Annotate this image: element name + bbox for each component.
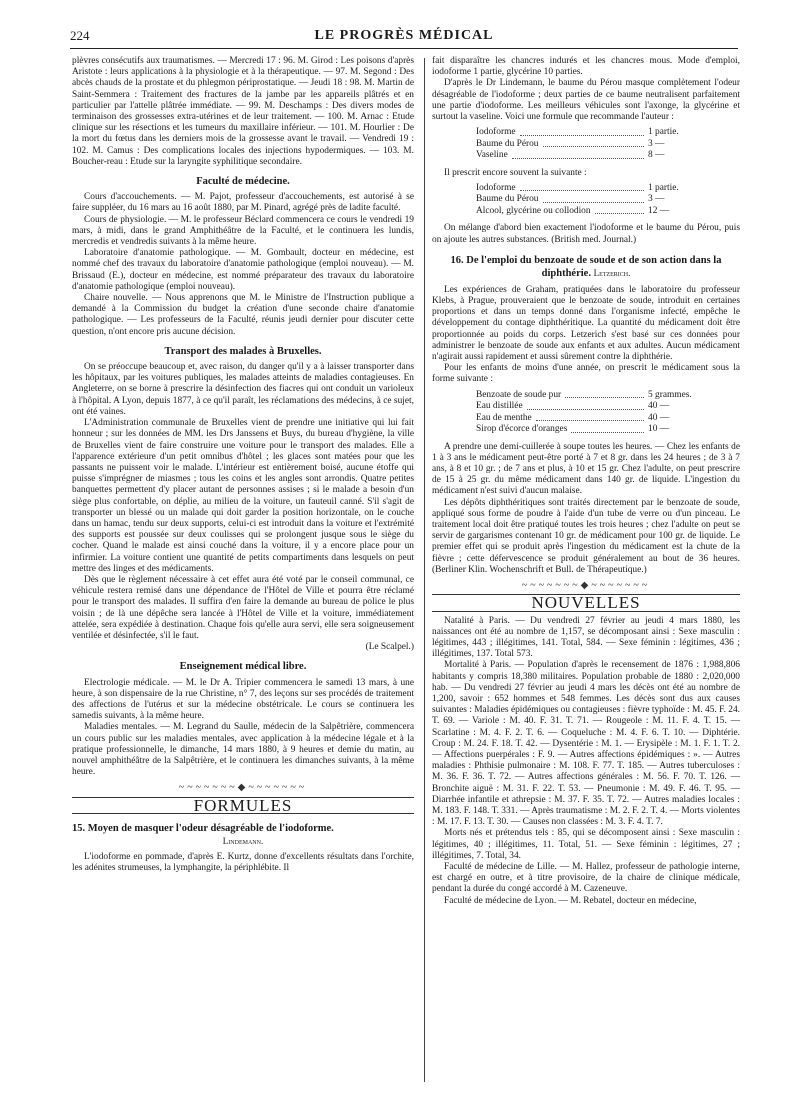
ingredient-name: Alcool, glycérine ou collodion <box>476 205 591 216</box>
intro-paragraph: plèvres consécutifs aux traumatismes. — Mercredi 17 : 96. M. Girod : Les poisons d'après Aristote : leurs applications à la physiologie et à la thérapeutique. — 97. M. Segond : Des abcès chauds de la prostate et du phlegmon périprostatique. — Jeudi 18 : 98. M. Martin de Saint-Semmera : Traitement des fractures de la jambe par les appareils plâtrés et en particulier par l'attelle plâtrée immédiate. — 99. M. Deschamps : Des divers modes de terminaison des grossesses extra-utérines et de leur traitement. — 100. M. Arnac : Etude clinique sur les résections et les tumeurs du maxillaire inférieur. — 101. M. Hourlier : De la mort du fœtus dans les derniers mois de la grossesse avant le travail. — Vendredi 19 : 102. M. Camus : Des complications locales des injections hypodermiques. — 103. M. Boucher-reau : Etude sur la laryngite syphilitique secondaire. <box>72 56 414 167</box>
ingredient-name: Benzoate de soude pur <box>476 389 562 400</box>
ingredient-qty: 5 grammes. <box>648 389 692 400</box>
ingredient-qty: 10 — <box>648 424 670 435</box>
ingredient-qty: 8 — <box>648 150 665 161</box>
transport-paragraph: L'Administration communale de Bruxelles vient de prendre une initiative qui lui fait honneur ; sur les données de MM. les Drs Janssens et Buys, du bureau d'hygiène, la ville de Bruxelles vient de faire construire une voiture pour le transport des malades. Elle a l'apparence extérieure d'un petit omnibus d'hôtel ; les glaces sont matées pour que les passants ne puissent voir le malade. L'intérieur est entièrement boisé, aucune étoffe qui puisse s'imprégner de miasmes ; tous les coins et les angles sont arrondis. Quatre petites banquettes permettent d'y placer autant de personnes assises ; si le malade a besoin d'un siège plus confortable, on déplie, au milieu de la voiture, un fauteuil canné. S'il s'agit de transporter un blessé ou un malade qui doit garder la position horizontale, on le couche dans un hamac, tendu sur deux supports, celui-ci est introduit dans la voiture et l'extrémité des supports est poussée sur deux coulisses qui se prolongent jusque sous le siège du cocher. Quand le malade est ainsi couché dans la voiture, il y a encore place pour un infirmier. La voiture contient une quantité de petits compartiments dans lesquels on peut mettre des linges et des médicaments. <box>72 418 414 574</box>
news-natalite: Natalité à Paris. — Du vendredi 27 février au jeudi 4 mars 1880, les naissances ont été au nombre de 1,157, se décomposant ainsi : Sexe masculin : légitimes, 443 ; illégitimes, 141. Total, 584. — Sexe féminin : légitimes, 436 ; illégitimes, 137. Total 573. <box>432 615 740 660</box>
section-title-nouvelles: NOUVELLES <box>432 594 740 611</box>
ingredient-name: Vaseline <box>476 150 508 161</box>
news-morts-nes: Morts nés et prétendus tels : 85, qui se décomposent ainsi : Sexe masculin : légitimes, 40 ; illégitimes, 11. Total, 51. — Sexe féminin : légitimes, 27 ; illégitimes, 7. Total, 34. <box>432 828 740 861</box>
formula-15-heading: 15. Moyen de masquer l'odeur désagréable de l'iodoforme. <box>72 822 334 834</box>
ingredient-qty: 1 partie. <box>648 127 679 138</box>
page-header <box>70 28 738 48</box>
ornament-divider: ~~~~~~~◆~~~~~~~ <box>178 782 308 794</box>
recipe-line <box>476 413 706 425</box>
news-lyon: Faculté de médecine de Lyon. — M. Rebatel, docteur en médecine, <box>444 895 697 906</box>
faculte-paragraph: Laboratoire d'anatomie pathologique. — M. Gombault, docteur en médecine, est nommé chef des travaux du laboratoire d'anatomie pathologique (emploi nouveau). — M. Brissaud (E.), docteur en médecine, est nommé préparateur des travaux du laboratoire d'anatomie pathologique (emploi nouveau). <box>72 248 414 292</box>
transport-paragraph: On se préoccupe beaucoup et, avec raison, du danger qu'il y a à laisser transporter dans les hôpitaux, par les voitures publiques, les malades atteints de maladies contagieuses. En Angleterre, on se borne à prescrire la désinfection des fiacres qui ont conduit un varioleux à l'hôpital. A Lyon, depuis 1877, à ce qu'il paraît, les réclamations des médecins, à ce sujet, ont été vaines. <box>72 362 414 417</box>
transport-source: (Le Scalpel.) <box>365 642 414 653</box>
ingredient-qty: 3 — <box>648 194 665 205</box>
recipe-line <box>476 183 706 195</box>
recipe-line <box>476 390 706 402</box>
ingredient-qty: 3 — <box>648 138 665 149</box>
ingredient-name: Sirop d'écorce d'oranges <box>476 424 568 435</box>
page-number: 224 <box>70 28 90 43</box>
section-title-faculte: Faculté de médecine. <box>196 176 290 188</box>
journal-title: LE PROGRÈS MÉDICAL <box>314 28 494 43</box>
formula-16-heading: 16. De l'emploi du benzoate de soude et de son action dans la diphthérie. <box>450 254 722 279</box>
enseignement-paragraph: Maladies mentales. — M. Legrand du Saulle, médecin de la Salpêtrière, commencera un cours public sur les maladies mentales, avec application à la médecine légale et à la pratique professionnelle, le dimanche, 14 mars 1880, à 9 heures et demie du matin, au nouvel amphithéâtre de la Salpêtrière, et le continuera les dimanches suivants, à la même heure. <box>72 722 414 778</box>
section-title-formules: FORMULES <box>72 797 414 814</box>
left-column <box>72 56 414 874</box>
enseignement-paragraph: Electrologie médicale. — M. le Dr A. Tripier commencera le samedi 13 mars, à une heure, à son dispensaire de la rue Christine, n° 7, des leçons sur ses procédés de traitement des affections de l'utérus et sur la médecine obstétricale. Le cours se continuera les samedis suivants, à la même heure. <box>72 677 414 722</box>
recipe-line <box>476 150 706 162</box>
recipe-line <box>476 194 706 206</box>
ingredient-qty: 12 — <box>648 205 670 216</box>
ingredient-name: Eau de menthe <box>476 412 532 423</box>
formula-16-paragraph: Les dépôts diphthéritiques sont traités directement par le benzoate de soude, appliqué sous forme de poudre à l'aide d'un tube de verre ou d'un pinceau. Le traitement local doit être pratiqué toutes les trois heures ; chez l'adulte on peut se servir de gargarismes contenant 10 gr. de médicament pour 100 gr. de liquide. Le premier effet qui se produit après l'ingestion du médicament est la chute de la fièvre ; cette défervescence se produit généralement au bout de 36 heures. (Berliner Klin. Wochenschrift et Bull. de Thérapeutique.) <box>432 497 740 575</box>
recipe-line <box>476 206 706 218</box>
recipe-2 <box>476 183 740 218</box>
news-lille: Faculté de médecine de Lille. — M. Hallez, professeur de pathologie interne, est chargé en outre, et à titre provisoire, de la chaire de clinique médicale, pendant la durée du congé accordé à M. Cazeneuve. <box>432 861 740 895</box>
formula-16-paragraph: A prendre une demi-cuillerée à soupe toutes les heures. — Chez les enfants de 1 à 3 ans le médicament peut-être porté à 7 et 8 gr. dans les 24 heures ; de 3 à 7 ans, à 8 et 10 gr. ; de 7 ans et plus, à 10 et 15 gr. Chez l'adulte, on peut prescrire de 15 à 25 gr. du même médicament dans 140 gr. de liquide. L'ingestion du médicament n'est suivi d'aucun malaise. <box>432 441 740 497</box>
recipe-2-note: On mélange d'abord bien exactement l'iodoforme et le baume du Pérou, puis on ajoute les autres substances. (British med. Journal.) <box>432 223 740 245</box>
faculte-paragraph: Cours de physiologie. — M. le professeur Béclard commencera ce cours le vendredi 19 mars, à midi, dans le grand Amphithéâtre de la Faculté, et le continuera les lundis, mercredis et vendredis suivants à la même heure. <box>72 214 414 248</box>
formula-15-continued: fait disparaître les chancres indurés et les chancres mous. Mode d'emploi, iodoforme 1 partie, glycérine 10 parties. <box>432 56 740 78</box>
ingredient-name: Eau distillée <box>476 401 523 412</box>
ingredient-name: Baume du Pérou <box>476 194 539 205</box>
formula-16-paragraph: Les expériences de Graham, pratiquées dans le laboratoire du professeur Klebs, à Prague, prouveraient que le benzoate de soude, introduit en certaines proportions et dans un temps donné dans l'organisme infecté, empêche le développement du contage diphthéritique. La quantité du médicament doit être proportionnée au poids du corps. Letzerich s'est basé sur ces données pour administrer le benzoate de soude aux enfants et aux adultes. Aucun médicament n'agirait aussi rapidement et aussi sûrement contre la diphthérie. <box>432 284 740 363</box>
formula-16-author: Letzerich. <box>593 267 631 278</box>
header-rule <box>70 48 738 49</box>
ingredient-qty: 40 — <box>648 401 670 412</box>
right-column <box>432 56 740 907</box>
section-title-enseignement: Enseignement médical libre. <box>179 661 307 673</box>
ornament-divider: ~~~~~~~◆~~~~~~~ <box>521 580 651 592</box>
formula-15-lindemann: D'après le Dr Lindemann, le baume du Pérou masque complètement l'odeur désagréable de l'iodoforme ; deux parties de ce baume neutralisent parfaitement une partie d'iodoforme. Les meilleurs véhicules sont l'axonge, la glycérine et surtout la vaseline. Voici une formule que recommande l'auteur : <box>432 78 740 123</box>
ingredient-name: Iodoforme <box>476 127 516 138</box>
recipe-3 <box>476 390 740 436</box>
recipe-1 <box>476 127 740 162</box>
formula-15-paragraph: L'iodoforme en pommade, d'après E. Kurtz, donne d'excellents résultats dans l'orchite, les adénites strumeuses, la lymphangite, la périphlébite. Il <box>72 851 414 873</box>
recipe-line <box>476 424 706 436</box>
section-title-transport: Transport des malades à Bruxelles. <box>164 345 322 357</box>
recipe-2-intro: Il prescrit encore souvent la suivante : <box>444 167 587 178</box>
ingredient-qty: 1 partie. <box>648 182 679 193</box>
formula-16-title <box>432 255 740 280</box>
formula-15-title <box>72 823 414 847</box>
ingredient-name: Baume du Pérou <box>476 138 539 149</box>
ingredient-qty: 40 — <box>648 412 670 423</box>
ingredient-name: Iodoforme <box>476 182 516 193</box>
news-mortalite: Mortalité à Paris. — Population d'après le recensement de 1876 : 1,988,806 habitants y compris 18,380 militaires. Population probable de 1880 : 2,020,000 hab. — Du vendredi 27 février au jeudi 4 mars les décès ont été au nombre de 1,200, savoir : 652 hommes et 548 femmes. Les décès sont dus aux causes suivantes : Maladies épidémiques ou contagieuses : fièvre typhoïde : M. 45. F. 24. T. 69. — Variole : M. 40. F. 31. T. 71. — Rougeole : M. 11. F. 4. T. 15. — Scarlatine : M. 4. F. 2. T. 6. — Coqueluche : M. 4. F. 6. T. 10. — Diphtérie. Croup : M. 24. F. 18. T. 42. — Dysentérie : M. 1. — Erysipèle : M. 1. F. 1. T. 2. — Affections puerpérales : F. 9. — Autres affections épidémiques : ». — Autres maladies : Phthisie pulmonaire : M. 108. F. 77. T. 185. — Autres tuberculoses : M. 36. F. 36. T. 72. — Autres affections générales : M. 56. F. 70. T. 126. — Bronchite aiguë : M. 31. F. 22. T. 53. — Pneumonie : M. 49. F. 46. T. 95. — Diarrhée infantile et athrepsie : M. 37. F. 35. T. 72. — Autres maladies locales : M. 183. F. 148. T. 331. — Après traumatisme : M. 2. F. 2. T. 4. — Morts violentes : M. 17. F. 13. T. 30. — Causes non classées : M. 3. F. 4. T. 7. <box>432 660 740 828</box>
formula-15-author: Lindemann. <box>222 835 264 846</box>
formula-16-paragraph: Pour les enfants de moins d'une année, on prescrit le médicament sous la forme suivante : <box>432 363 740 385</box>
recipe-line <box>476 139 706 151</box>
recipe-line <box>476 401 706 413</box>
transport-paragraph: Dès que le règlement nécessaire à cet effet aura été voté par le conseil communal, ce véhicule restera remisé dans une dépendance de l'Hôtel de Ville et pourra être réclamé pour le transport des malades. Il suffira d'en faire la demande au bureau de police le plus voisin ; de là une dépêche sera lancée à l'Hôtel de Ville et la voiture, immédiatement attelée, sera expédiée à destination. Chaque fois qu'elle aura servi, elle sera soigneusement ventilée et désinfectée, s'il le faut. <box>72 574 414 641</box>
recipe-line <box>476 127 706 139</box>
faculte-paragraph: Cours d'accouchements. — M. Pajot, professeur d'accouchements, est autorisé à se faire suppléer, du 16 mars au 16 août 1880, par M. Pinard, agrégé près de ladite faculté. <box>72 192 414 214</box>
column-divider <box>424 58 425 1082</box>
faculte-paragraph: Chaire nouvelle. — Nous apprenons que M. le Ministre de l'Instruction publique a demandé à la Commission du budget la création d'une seconde chaire d'anatomie pathologique. — Les professeurs de la Faculté, réunis jeudi dernier pour discuter cette question, n'ont encore pris aucune décision. <box>72 293 414 337</box>
